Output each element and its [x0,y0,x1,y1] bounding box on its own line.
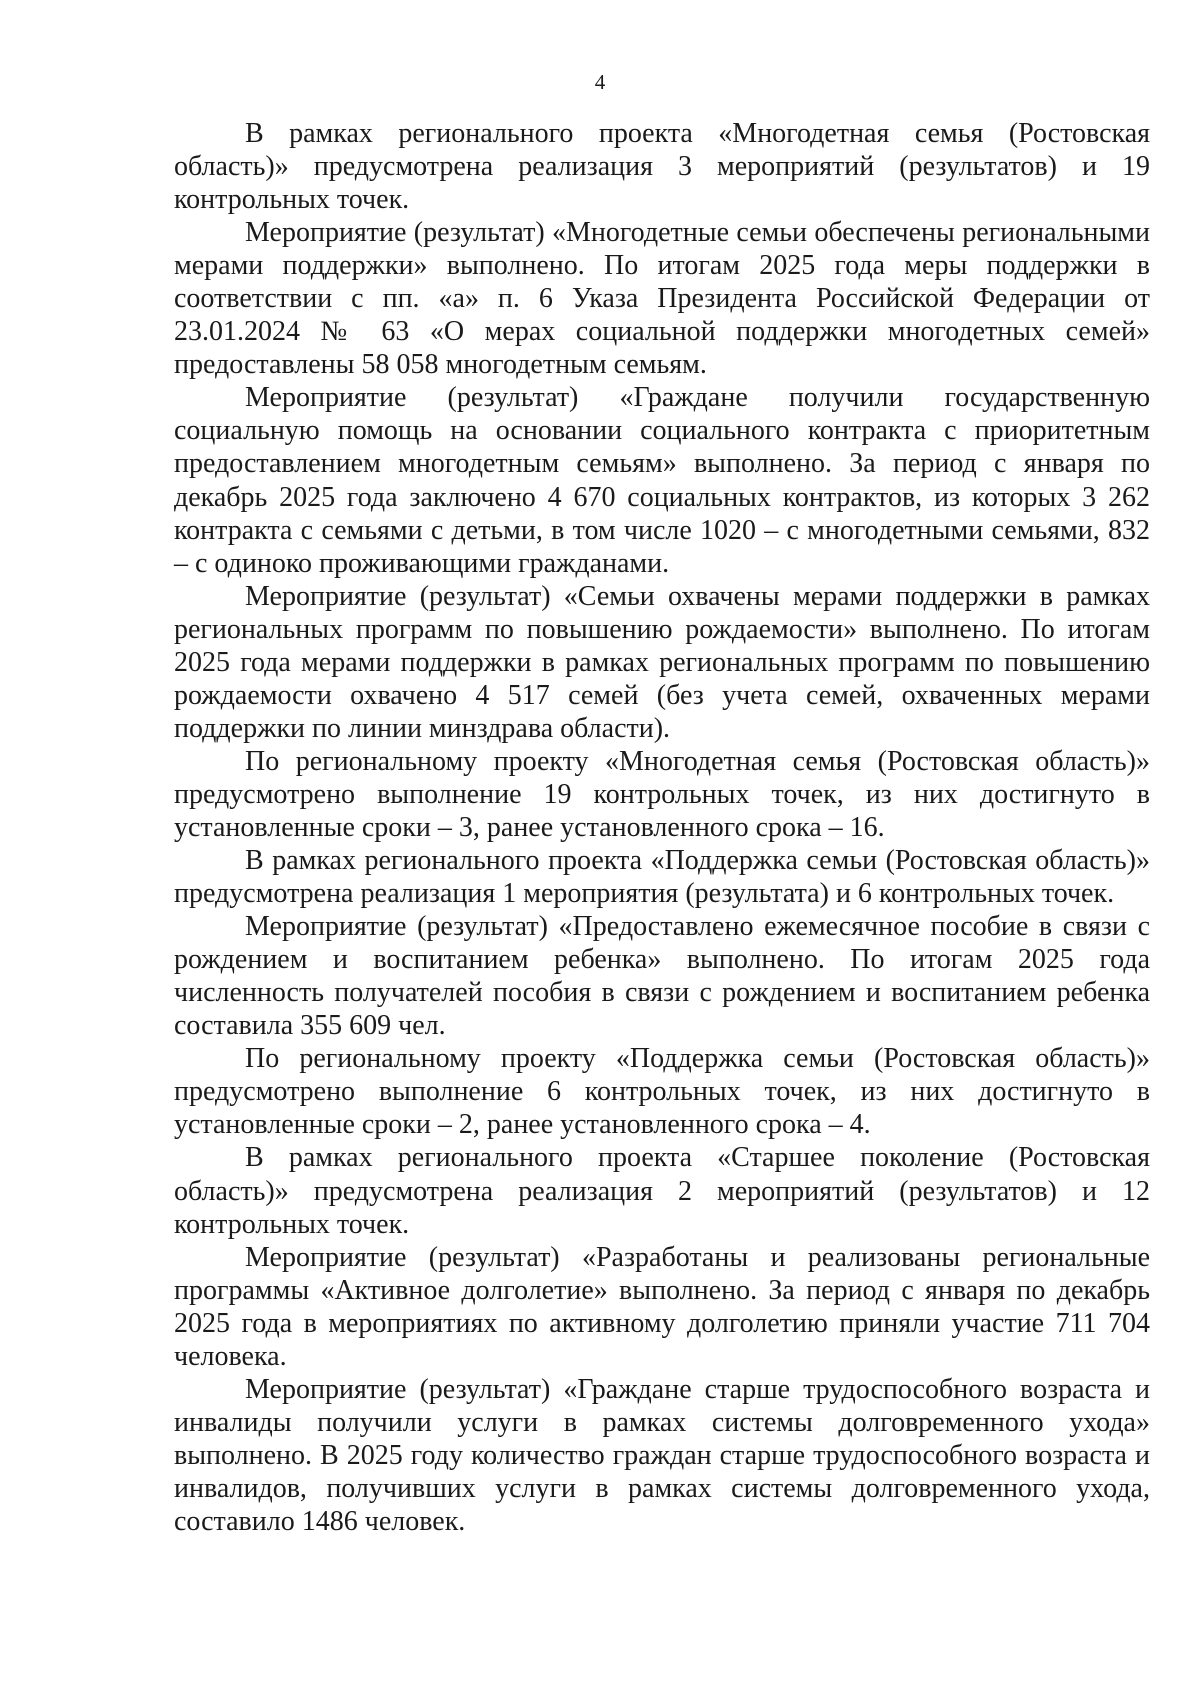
paragraph-podderzhka-tochki: По региональному проекту «Поддержка семьи (Ростовская область)» предусмотрено выполнение 6 контрольных точек, из них достигнуто в установленные сроки – 2, ранее установленного срока – 4. [174,1043,1150,1141]
paragraph-podderzhka-intro: В рамках регионального проекта «Поддержка семьи (Ростовская область)» предусмотрена реализация 1 мероприятия (результата) и 6 контрольных точек. [174,845,1150,910]
paragraph-rozhdaemost: Мероприятие (результат) «Семьи охвачены мерами поддержки в рамках региональных программ по повышению рождаемости» выполнено. По итогам 2025 года мерами поддержки в рамках региональных программ по повышению рождаемости охвачено 4 517 семей (без учета семей, охваченных мерами поддержки по линии минздрава области). [174,580,1150,744]
paragraph-mnogodetnaya-tochki: По региональному проекту «Многодетная семья (Ростовская область)» предусмотрено выполнение 19 контрольных точек, из них достигнуто в установленные сроки – 3, ранее установленного срока – 16. [174,745,1150,843]
paragraph-mnogodetnaya-intro: В рамках регионального проекта «Многодетная семья (Ростовская область)» предусмотрена реализация 3 мероприятий (результатов) и 19 контрольных точек. [174,118,1150,216]
paragraph-aktivnoe-dolgoletie: Мероприятие (результат) «Разработаны и реализованы региональные программы «Активное долголетие» выполнено. За период с января по декабрь 2025 года в мероприятиях по активному долголетию приняли участие 711 704 человека. [174,1241,1150,1372]
paragraph-dolgovremennyi-uhod: Мероприятие (результат) «Граждане старше трудоспособного возраста и инвалиды получили услуги в рамках системы долговременного ухода» выполнено. В 2025 году количество граждан старше трудоспособного возраста и инвалидов, получивших услуги в рамках системы долговременного ухода, составило 1486 человек. [174,1373,1150,1537]
paragraph-posobie: Мероприятие (результат) «Предоставлено ежемесячное пособие в связи с рождением и воспитанием ребенка» выполнено. По итогам 2025 года численность получателей пособия в связи с рождением и воспитанием ребенка составила 355 609 чел. [174,911,1150,1042]
paragraph-mnogodetnye-mery: Мероприятие (результат) «Многодетные семьи обеспечены региональными мерами поддержки» выполнено. По итогам 2025 года меры поддержки в соответствии с пп. «а» п. 6 Указа Президента Российской Федерации от 23.01.2024 № 63 «О мерах социальной поддержки многодетных семей» предоставлены 58 058 многодетным семьям. [174,217,1150,381]
paragraph-starshee-intro: В рамках регионального проекта «Старшее поколение (Ростовская область)» предусмотрена реализация 2 мероприятий (результатов) и 12 контрольных точек. [174,1142,1150,1240]
page-number: 4 [594,70,606,94]
paragraph-socialnyi-kontrakt: Мероприятие (результат) «Граждане получили государственную социальную помощь на основании социального контракта с приоритетным предоставлением многодетным семьям» выполнено. За период с января по декабрь 2025 года заключено 4 670 социальных контрактов, из которых 3 262 контракта с семьями с детьми, в том числе 1020 – с многодетными семьями, 832 – с одиноко проживающими гражданами. [174,382,1150,579]
document-body [174,117,1150,1538]
